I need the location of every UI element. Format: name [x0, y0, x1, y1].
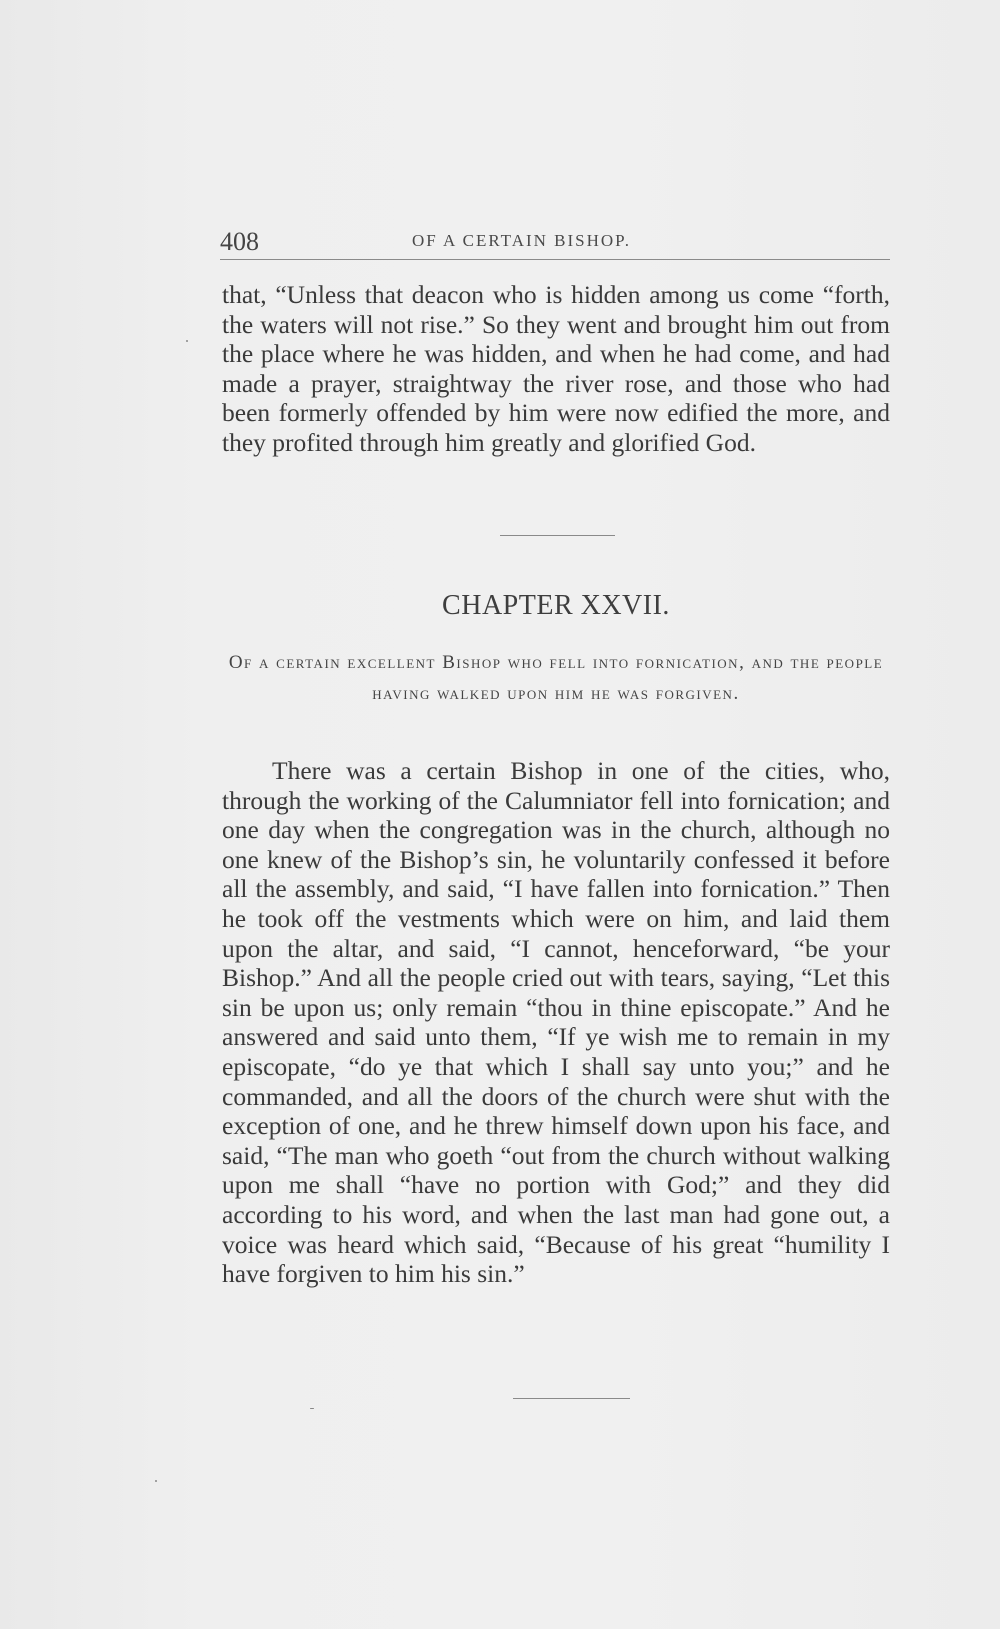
- continuation-paragraph: that, “Unless that deacon who is hidden among us come “forth, the waters will not rise.” So they went and brought him out from the place where he was hidden, and when he had come, and had made a prayer, straightway the river rose, and those who had been formerly offended by him were now edified the more, and they profited through him greatly and glorified God.: [222, 280, 890, 457]
- running-head: [220, 225, 890, 260]
- chapter-body-paragraph: There was a certain Bishop in one of the cities, who, through the working of the Calumniator fell into fornication; and one day when the congregation was in the church, although no one knew of the Bishop’s sin, he voluntarily confessed it before all the assembly, and said, “I have fallen into fornication.” Then he took off the vestments which were on him, and laid them upon the altar, and said, “I cannot, henceforward, “be your Bishop.” And all the people cried out with tears, saying, “Let this sin be upon us; only remain “thou in thine episcopate.” And he answered and said unto them, “If ye wish me to remain in my episcopate, “do ye that which I shall say unto you;” and he commanded, and all the doors of the church were shut with the exception of one, and he threw himself down upon his face, and said, “The man who goeth “out from the church without walking upon me shall “have no portion with God;” and they did according to his word, and when the last man had gone out, a voice was heard which said, “Because of his great “humility I have forgiven to him his sin.”: [222, 756, 890, 1289]
- paper-speck: [186, 340, 188, 342]
- running-title: OF A CERTAIN BISHOP.: [412, 231, 631, 250]
- paper-speck: [310, 1408, 314, 1409]
- paper-speck: [155, 1480, 157, 1482]
- page-number: 408: [220, 227, 259, 256]
- chapter-subtitle: Of a certain excellent Bishop who fell into fornication, and the people having walked upon him he was forgiven.: [228, 652, 884, 704]
- end-divider: [513, 1398, 630, 1399]
- chapter-heading: CHAPTER XXVII.: [442, 590, 670, 621]
- section-divider: [500, 535, 615, 536]
